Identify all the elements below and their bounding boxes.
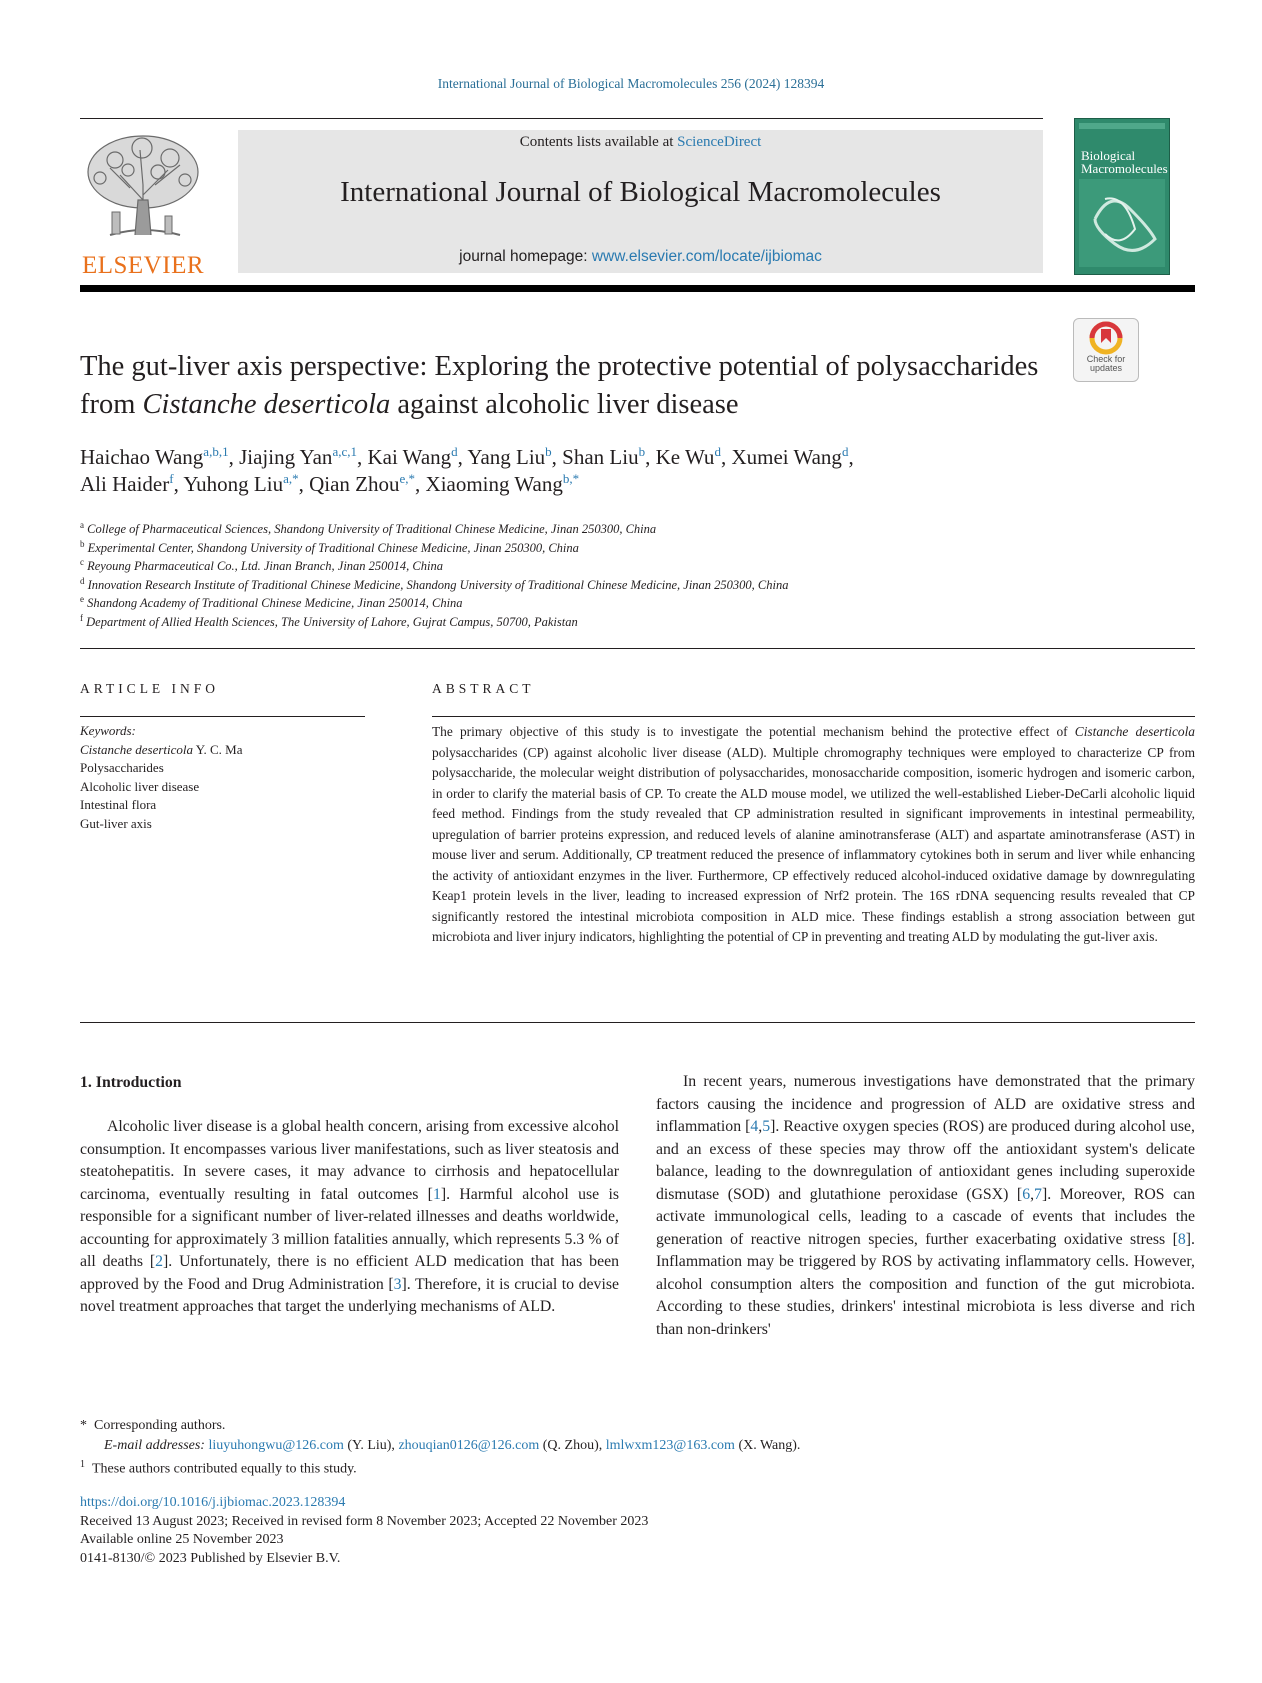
publisher-wordmark: ELSEVIER xyxy=(81,252,205,279)
author-name[interactable]: Shan Liu xyxy=(562,445,639,469)
author-affiliation-marks[interactable]: b xyxy=(545,444,552,459)
author-separator: , xyxy=(457,445,468,469)
author-separator: , xyxy=(415,472,426,496)
homepage-line: journal homepage: www.elsevier.com/locate/ijbiomac xyxy=(459,248,822,265)
citation-link[interactable]: 1 xyxy=(432,1185,441,1203)
author-affiliation-marks[interactable]: d xyxy=(841,444,849,459)
body-text: ]. Harmful alcohol use is responsible for a significant number of liver-related illnesses and deaths worldwide, accounting for approximately 3 million fatalities annually, which represents 5.3 % of all deaths [ xyxy=(80,1185,619,1270)
author-name[interactable]: Yuhong Liu xyxy=(183,472,284,496)
affiliation-text: Shandong Academy of Traditional Chinese Medicine, Jinan 250014, China xyxy=(87,596,463,610)
cover-art-icon xyxy=(1075,119,1169,274)
author-separator: , xyxy=(720,445,732,469)
keyword-item: Cistanche deserticola Y. C. Ma xyxy=(80,741,243,757)
body-text: ]. Unfortunately, there is no efficient ALD medication that has been approved by the Food and Drug Administration [ xyxy=(80,1253,619,1293)
abstract-text: The primary objective of this study is to investigate the potential mechanism behind the protective effect of Cistanche deserticola polysaccharides (CP) against alcoholic liver disease (ALD). Multiple chromography techniques were employed to characterize CP from polysaccharide, the molecular weight distribution of polysaccharides, monosaccharide composition, isomeric hydrogen and isomeric carbon, in order to clarify the material basis of CP. To create the ALD mouse model, we utilized the well-established Lieber-DeCarli alcoholic liquid feed method. Findings from the study revealed that CP administration resulted in significant improvements in intestinal permeability, upregulation of barrier proteins expression, and reduced levels of alanine aminotransferase (ALT) and aspartate aminotransferase (AST) in mouse liver and serum. Additionally, CP treatment reduced the presence of inflammatory cytokines both in serum and liver while enhancing the activity of antioxidant enzymes in the liver. Furthermore, CP effectively reduced alcohol-induced oxidative damage by downregulating Keap1 protein levels in the liver, leading to increased expression of Nrf2 protein. The 16S rDNA sequencing results revealed that CP significantly restored the intestinal microbiota composition in ALD mice. These findings establish a strong association between gut microbiota and liver injury indicators, highlighting the potential of CP in preventing and treating ALD by modulating the gut-liver axis. xyxy=(432,724,1195,944)
copyright: 0141-8130/© 2023 Published by Elsevier B.V. xyxy=(80,1550,341,1566)
article-title: The gut-liver axis perspective: Exploring the protective potential of polysaccharides from Cistanche deserticola against alcoholic liver disease xyxy=(80,351,1039,420)
history-dates: Received 13 August 2023; Received in revised form 8 November 2023; Accepted 22 November 2023 xyxy=(80,1513,649,1529)
article-info-rule xyxy=(80,716,365,717)
section-rule xyxy=(80,648,1195,649)
citation-link[interactable]: 6 xyxy=(1022,1185,1031,1203)
affiliation-mark: e xyxy=(80,594,84,604)
affiliation xyxy=(80,520,1080,539)
keyword-item: Gut-liver axis xyxy=(80,815,152,831)
keyword-item: Alcoholic liver disease xyxy=(80,778,200,794)
available-online: Available online 25 November 2023 xyxy=(80,1532,284,1547)
email-owner: (X. Wang). xyxy=(734,1437,801,1453)
affiliation-text: Innovation Research Institute of Traditional Chinese Medicine, Shandong University of Traditional Chinese Medicine, Jinan 250300, China xyxy=(87,577,789,592)
body-text: Alcoholic liver disease is a global health concern, arising from excessive alcohol consumption. It encompasses various liver manifestations, such as liver steatosis and steatohepatitis. In severe cases, it may advance to cirrhosis and hepatocellular carcinoma, eventually resulting in fatal outcomes [ xyxy=(80,1118,619,1203)
affiliation xyxy=(80,539,1080,558)
author-affiliation-marks[interactable]: a,c,1 xyxy=(332,444,357,459)
affiliation xyxy=(80,557,1080,576)
author-affiliation-marks[interactable]: a,b,1 xyxy=(203,444,229,459)
body-text: ]. Inflammation may be triggered by ROS by activating inflammatory cells. However, alcohol consumption alters the composition and function of the gut microbiota. According to these studies, drinkers' intestinal microbiota is less diverse and rich than non-drinkers' xyxy=(656,1230,1195,1338)
affiliation xyxy=(80,613,1080,632)
doi-link[interactable]: https://doi.org/10.1016/j.ijbiomac.2023.128394 xyxy=(80,1495,346,1510)
author-separator: , xyxy=(228,445,240,469)
sciencedirect-link[interactable]: ScienceDirect xyxy=(677,134,762,150)
body-text: , xyxy=(1030,1185,1035,1203)
citation-link[interactable]: 3 xyxy=(393,1275,402,1293)
author-separator: , xyxy=(298,472,310,496)
author-affiliation-marks[interactable]: e,* xyxy=(399,471,416,486)
citation-link[interactable]: 2 xyxy=(155,1253,164,1270)
author-affiliation-marks[interactable]: b xyxy=(638,444,646,459)
citation-link[interactable]: 5 xyxy=(762,1118,771,1135)
author-separator: , xyxy=(848,445,854,469)
email-link[interactable]: lmlwxm123@163.com xyxy=(605,1437,735,1453)
crossmark-label: Check for updates xyxy=(1086,354,1126,373)
body-text: ]. Reactive oxygen species (ROS) are produced during alcohol use, and an excess of these species may throw off the antioxidant system's delicate balance, leading to the downregulation of antioxidant genes including superoxide dismutase (SOD) and glutathione peroxidase (GSX) [ xyxy=(656,1118,1195,1203)
publication-info xyxy=(80,1494,1080,1568)
email-link[interactable]: liuyuhongwu@126.com xyxy=(208,1437,344,1453)
cover-title: Biological Macromolecules xyxy=(1081,148,1168,176)
introduction-paragraph xyxy=(80,1116,619,1319)
author-separator: , xyxy=(173,472,184,496)
author-affiliation-marks[interactable]: f xyxy=(169,471,174,486)
author-list xyxy=(80,444,1160,498)
body-text: ]. Therefore, it is crucial to devise novel treatment approaches that target the underlying mechanisms of ALD. xyxy=(80,1275,620,1315)
article-info-heading: ARTICLE INFO xyxy=(80,681,220,696)
author-name[interactable]: Ali Haider xyxy=(80,472,170,496)
abstract-rule xyxy=(432,716,1195,717)
body-text: ]. Moreover, ROS can activate immunological cells, leading to a cascade of events that includes the generation of reactive nitrogen species, further exacerbating oxidative stress [ xyxy=(656,1185,1196,1248)
tree-icon xyxy=(80,130,206,240)
author-affiliation-marks[interactable]: b,* xyxy=(562,471,580,486)
elsevier-logo[interactable] xyxy=(80,130,206,280)
author-name[interactable]: Kai Wang xyxy=(367,445,452,469)
crossmark-icon xyxy=(1074,319,1138,355)
affiliation-mark: b xyxy=(80,538,85,549)
author-separator: , xyxy=(551,445,563,469)
author-affiliation-marks[interactable]: d xyxy=(714,444,721,459)
check-for-updates-badge[interactable] xyxy=(1073,318,1139,382)
keywords-label: Keywords: xyxy=(80,723,136,738)
header-rule xyxy=(80,118,1043,119)
keyword-item: Polysaccharides xyxy=(80,760,164,775)
header-thick-rule xyxy=(80,285,1195,292)
citation-link[interactable]: 7 xyxy=(1034,1185,1042,1203)
keyword-item: Intestinal flora xyxy=(80,797,157,812)
equal-contribution-footnote: $^1$ These authors contributed equally to this study. xyxy=(80,1459,357,1477)
affiliation-mark: c xyxy=(80,557,84,567)
journal-cover[interactable] xyxy=(1074,118,1170,275)
author-name[interactable]: Ke Wu xyxy=(655,445,715,469)
author-affiliation-marks[interactable]: d xyxy=(451,444,458,459)
author-name[interactable]: Qian Zhou xyxy=(309,472,400,496)
email-link[interactable]: zhouqian0126@126.com xyxy=(398,1437,540,1453)
introduction-paragraph xyxy=(656,1071,1195,1341)
author-name[interactable]: Jiajing Yan xyxy=(239,445,333,469)
citation-link[interactable]: 8 xyxy=(1177,1230,1186,1248)
introduction-heading: 1. Introduction xyxy=(80,1074,182,1091)
author-name[interactable]: Haichao Wang xyxy=(80,445,204,469)
email-owner: (Q. Zhou), xyxy=(539,1437,606,1453)
contents-line: Contents lists available at ScienceDirect xyxy=(519,134,762,150)
affiliation-text: Experimental Center, Shandong University of Traditional Chinese Medicine, Jinan 250300, China xyxy=(87,540,579,555)
author-separator: , xyxy=(356,445,368,469)
abstract-heading: ABSTRACT xyxy=(432,681,535,696)
keywords-block xyxy=(80,722,360,833)
author-separator: , xyxy=(645,445,656,469)
body-text: In recent years, numerous investigations have demonstrated that the primary factors causing the incidence and progression of ALD are oxidative stress and inflammation [ xyxy=(656,1073,1195,1135)
introduction-column-1 xyxy=(80,1116,619,1319)
journal-banner xyxy=(238,130,1043,273)
journal-citation[interactable]: International Journal of Biological Macromolecules 256 (2024) 128394 xyxy=(437,76,825,91)
journal-title: International Journal of Biological Macromolecules xyxy=(340,176,941,208)
corresponding-footnote: * Corresponding authors. xyxy=(80,1418,226,1433)
affiliation-text: Department of Allied Health Sciences, The University of Lahore, Gujrat Campus, 50700, Pakistan xyxy=(86,614,578,629)
journal-homepage-link[interactable]: www.elsevier.com/locate/ijbiomac xyxy=(591,248,822,265)
affiliation-mark: a xyxy=(80,520,84,530)
author-name[interactable]: Xiaoming Wang xyxy=(425,472,563,496)
affiliation-mark: f xyxy=(80,612,83,623)
email-footnote: E-mail addresses: liuyuhongwu@126.com (Y. Liu), zhouqian0126@126.com (Q. Zhou), lmlwxm123@163.com (X. Wang). xyxy=(104,1437,801,1453)
affiliation xyxy=(80,594,1080,613)
author-name[interactable]: Xumei Wang xyxy=(731,445,842,469)
abstract-end-rule xyxy=(80,1022,1195,1023)
affiliation-mark: d xyxy=(80,575,85,586)
body-text: , xyxy=(758,1118,763,1135)
affiliation-text: Reyoung Pharmaceutical Co., Ltd. Jinan Branch, Jinan 250014, China xyxy=(87,559,443,573)
affiliation xyxy=(80,576,1080,595)
footnotes xyxy=(80,1416,1080,1479)
author-affiliation-marks[interactable]: a,* xyxy=(283,471,299,486)
introduction-column-2 xyxy=(656,1071,1195,1341)
email-owner: (Y. Liu), xyxy=(343,1437,399,1453)
affiliation-text: College of Pharmaceutical Sciences, Shandong University of Traditional Chinese Medicine, Jinan 250300, China xyxy=(87,522,657,536)
author-name[interactable]: Yang Liu xyxy=(467,445,546,469)
affiliation-list xyxy=(80,520,1080,631)
citation-link[interactable]: 4 xyxy=(750,1118,759,1135)
